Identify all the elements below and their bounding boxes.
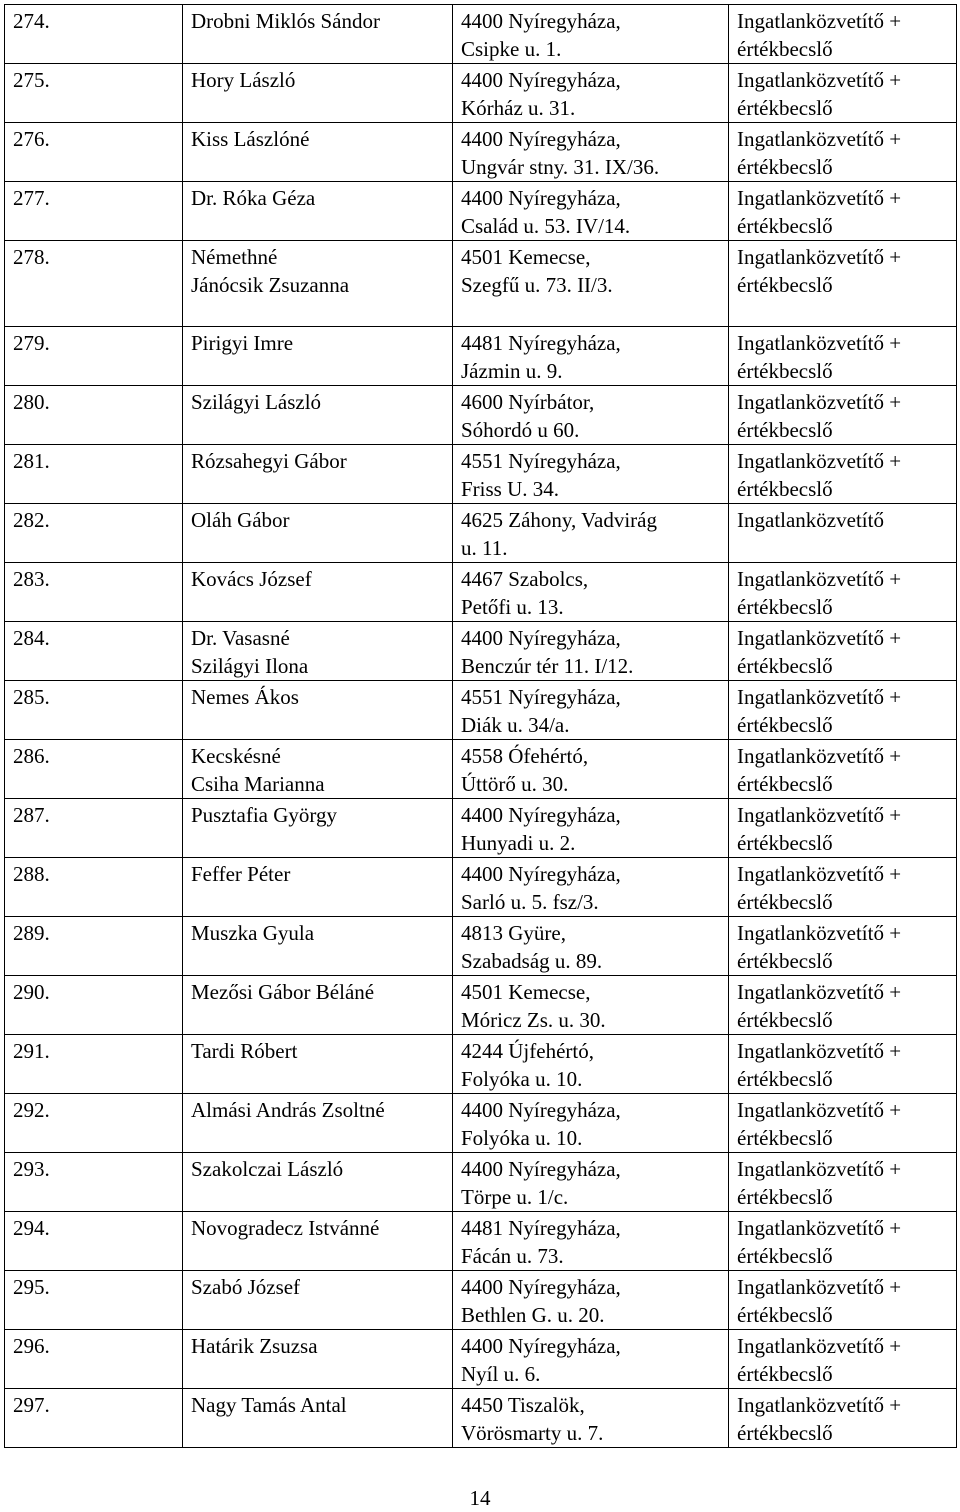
address: 4400 Nyíregyháza, Sarló u. 5. fsz/3. — [453, 858, 729, 917]
person-name: Kecskésné Csiha Marianna — [183, 740, 453, 799]
table-row — [5, 1389, 957, 1448]
person-name: Némethné Jánócsik Zsuzanna — [183, 241, 453, 327]
address: 4600 Nyírbátor, Sóhordó u 60. — [453, 386, 729, 445]
person-name: Rózsahegyi Gábor — [183, 445, 453, 504]
table-row — [5, 740, 957, 799]
table-row — [5, 1330, 957, 1389]
row-number: 295. — [5, 1271, 183, 1330]
address: 4813 Gyüre, Szabadság u. 89. — [453, 917, 729, 976]
table-row — [5, 386, 957, 445]
table-row — [5, 917, 957, 976]
role: Ingatlanközvetítő + értékbecslő — [729, 1389, 957, 1448]
person-name: Szilágyi László — [183, 386, 453, 445]
table-row — [5, 799, 957, 858]
address: 4467 Szabolcs, Petőfi u. 13. — [453, 563, 729, 622]
row-number: 296. — [5, 1330, 183, 1389]
role: Ingatlanközvetítő + értékbecslő — [729, 799, 957, 858]
table-row — [5, 504, 957, 563]
address: 4400 Nyíregyháza, Kórház u. 31. — [453, 64, 729, 123]
table-row — [5, 445, 957, 504]
role: Ingatlanközvetítő + értékbecslő — [729, 1330, 957, 1389]
table-row — [5, 858, 957, 917]
role: Ingatlanközvetítő + értékbecslő — [729, 386, 957, 445]
row-number: 293. — [5, 1153, 183, 1212]
row-number: 287. — [5, 799, 183, 858]
row-number: 275. — [5, 64, 183, 123]
row-number: 277. — [5, 182, 183, 241]
row-number: 284. — [5, 622, 183, 681]
table-row — [5, 1271, 957, 1330]
table-row — [5, 563, 957, 622]
row-number: 297. — [5, 1389, 183, 1448]
row-number: 290. — [5, 976, 183, 1035]
table-row — [5, 976, 957, 1035]
person-name: Kovács József — [183, 563, 453, 622]
row-number: 288. — [5, 858, 183, 917]
person-name: Szabó József — [183, 1271, 453, 1330]
address: 4400 Nyíregyháza, Benczúr tér 11. I/12. — [453, 622, 729, 681]
person-name: Tardi Róbert — [183, 1035, 453, 1094]
table-row — [5, 64, 957, 123]
role: Ingatlanközvetítő — [729, 504, 957, 563]
person-name: Nagy Tamás Antal — [183, 1389, 453, 1448]
address: 4558 Ófehértó, Úttörő u. 30. — [453, 740, 729, 799]
address: 4400 Nyíregyháza, Nyíl u. 6. — [453, 1330, 729, 1389]
person-name: Oláh Gábor — [183, 504, 453, 563]
table-row — [5, 1212, 957, 1271]
row-number: 280. — [5, 386, 183, 445]
role: Ingatlanközvetítő + értékbecslő — [729, 445, 957, 504]
address: 4400 Nyíregyháza, Család u. 53. IV/14. — [453, 182, 729, 241]
row-number: 278. — [5, 241, 183, 327]
role: Ingatlanközvetítő + értékbecslő — [729, 1035, 957, 1094]
address: 4501 Kemecse, Móricz Zs. u. 30. — [453, 976, 729, 1035]
address: 4450 Tiszalök, Vörösmarty u. 7. — [453, 1389, 729, 1448]
address: 4400 Nyíregyháza, Ungvár stny. 31. IX/36. — [453, 123, 729, 182]
row-number: 291. — [5, 1035, 183, 1094]
table-row — [5, 327, 957, 386]
page-number: 14 — [469, 1486, 491, 1510]
registry-table — [4, 4, 957, 1448]
person-name: Nemes Ákos — [183, 681, 453, 740]
row-number: 282. — [5, 504, 183, 563]
address: 4244 Újfehértó, Folyóka u. 10. — [453, 1035, 729, 1094]
table-row — [5, 622, 957, 681]
role: Ingatlanközvetítő + értékbecslő — [729, 327, 957, 386]
address: 4400 Nyíregyháza, Hunyadi u. 2. — [453, 799, 729, 858]
role: Ingatlanközvetítő + értékbecslő — [729, 241, 957, 327]
role: Ingatlanközvetítő + értékbecslő — [729, 1212, 957, 1271]
address: 4551 Nyíregyháza, Friss U. 34. — [453, 445, 729, 504]
table-row — [5, 681, 957, 740]
person-name: Almási András Zsoltné — [183, 1094, 453, 1153]
role: Ingatlanközvetítő + értékbecslő — [729, 1153, 957, 1212]
role: Ingatlanközvetítő + értékbecslő — [729, 563, 957, 622]
address: 4400 Nyíregyháza, Csipke u. 1. — [453, 5, 729, 64]
person-name: Pirigyi Imre — [183, 327, 453, 386]
row-number: 274. — [5, 5, 183, 64]
row-number: 289. — [5, 917, 183, 976]
role: Ingatlanközvetítő + értékbecslő — [729, 123, 957, 182]
role: Ingatlanközvetítő + értékbecslő — [729, 976, 957, 1035]
person-name: Hory László — [183, 64, 453, 123]
table-row — [5, 1035, 957, 1094]
role: Ingatlanközvetítő + értékbecslő — [729, 1094, 957, 1153]
person-name: Dr. Vasasné Szilágyi Ilona — [183, 622, 453, 681]
person-name: Muszka Gyula — [183, 917, 453, 976]
row-number: 294. — [5, 1212, 183, 1271]
address: 4551 Nyíregyháza, Diák u. 34/a. — [453, 681, 729, 740]
person-name: Drobni Miklós Sándor — [183, 5, 453, 64]
role: Ingatlanközvetítő + értékbecslő — [729, 1271, 957, 1330]
role: Ingatlanközvetítő + értékbecslő — [729, 740, 957, 799]
person-name: Dr. Róka Géza — [183, 182, 453, 241]
table-row — [5, 123, 957, 182]
address: 4400 Nyíregyháza, Bethlen G. u. 20. — [453, 1271, 729, 1330]
role: Ingatlanközvetítő + értékbecslő — [729, 182, 957, 241]
person-name: Szakolczai László — [183, 1153, 453, 1212]
person-name: Határik Zsuzsa — [183, 1330, 453, 1389]
role: Ingatlanközvetítő + értékbecslő — [729, 681, 957, 740]
person-name: Kiss Lászlóné — [183, 123, 453, 182]
table-row — [5, 241, 957, 327]
role: Ingatlanközvetítő + értékbecslő — [729, 5, 957, 64]
role: Ingatlanközvetítő + értékbecslő — [729, 858, 957, 917]
table-row — [5, 182, 957, 241]
registry-table-body — [5, 5, 957, 1448]
row-number: 276. — [5, 123, 183, 182]
person-name: Mezősi Gábor Béláné — [183, 976, 453, 1035]
address: 4625 Záhony, Vadvirág u. 11. — [453, 504, 729, 563]
address: 4400 Nyíregyháza, Törpe u. 1/c. — [453, 1153, 729, 1212]
address: 4501 Kemecse, Szegfű u. 73. II/3. — [453, 241, 729, 327]
role: Ingatlanközvetítő + értékbecslő — [729, 64, 957, 123]
table-row — [5, 1094, 957, 1153]
row-number: 281. — [5, 445, 183, 504]
row-number: 292. — [5, 1094, 183, 1153]
person-name: Feffer Péter — [183, 858, 453, 917]
role: Ingatlanközvetítő + értékbecslő — [729, 917, 957, 976]
person-name: Novogradecz Istvánné — [183, 1212, 453, 1271]
address: 4481 Nyíregyháza, Fácán u. 73. — [453, 1212, 729, 1271]
address: 4400 Nyíregyháza, Folyóka u. 10. — [453, 1094, 729, 1153]
table-row — [5, 1153, 957, 1212]
row-number: 285. — [5, 681, 183, 740]
row-number: 283. — [5, 563, 183, 622]
row-number: 279. — [5, 327, 183, 386]
table-row — [5, 5, 957, 64]
address: 4481 Nyíregyháza, Jázmin u. 9. — [453, 327, 729, 386]
person-name: Pusztafia György — [183, 799, 453, 858]
role: Ingatlanközvetítő + értékbecslő — [729, 622, 957, 681]
row-number: 286. — [5, 740, 183, 799]
